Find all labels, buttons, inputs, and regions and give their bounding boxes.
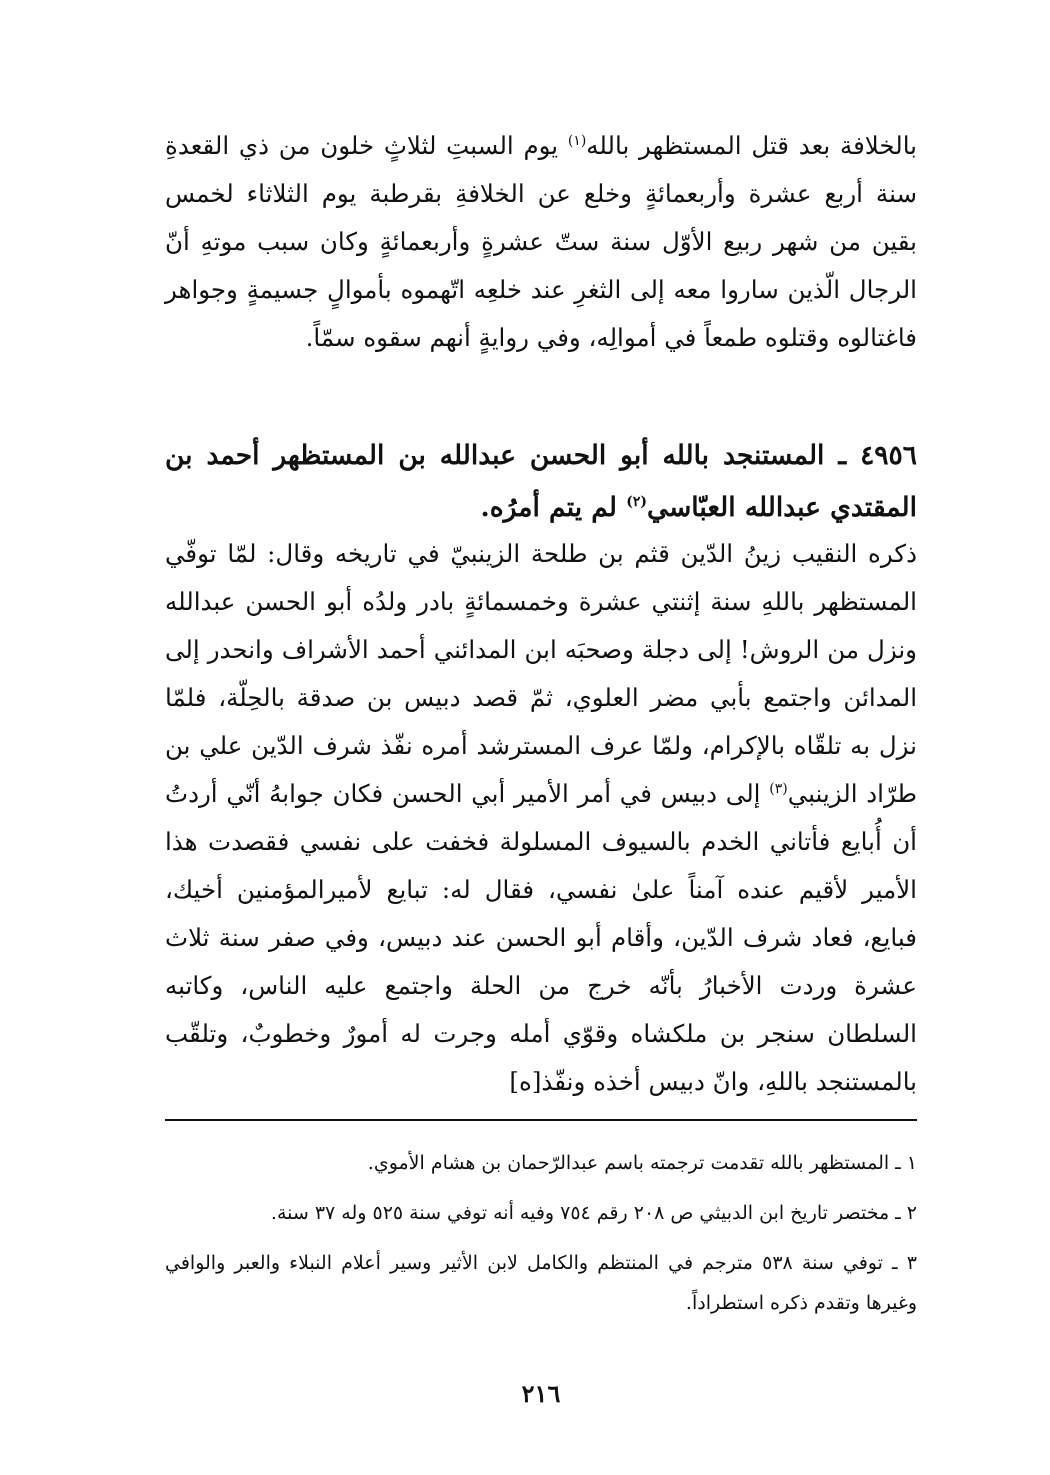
footnote-ref-1: (١) — [567, 132, 587, 149]
paragraph1-text-end: يوم السبتِ لثلاثٍ خلون من ذي القعدةِ سنة أربع عشرة وأربعمائةٍ وخلع عن الخلافةِ بقرطبة يوم الثلاثاء لخمس بقين من شهر ربيع الأوّل سنة ستّ عشرةٍ وأربعمائةٍ وكان سبب موتهِ أنّ الرجال الّذين ساروا معه إلى الثغرِ عند خلعِه اتّهموه بأموالٍ جسيمةٍ وجواهر فاغتالوه وقتلوه طمعاً في أموالِه، وفي روايةٍ أنهم سقوه سمّاً. — [165, 131, 917, 352]
page-number: ٢١٦ — [521, 1379, 561, 1408]
entry-heading — [165, 430, 917, 534]
intro-paragraph — [165, 122, 917, 362]
footnote-divider — [165, 1119, 917, 1121]
book-page — [165, 0, 917, 1475]
footnote-1: ١ ـ المستظهر بالله تقدمت ترجمته باسم عبدالرّحمان بن هشام الأموي. — [367, 1152, 917, 1174]
footnote-2: ٢ ـ مختصر تاريخ ابن الدبيثي ص ٢٠٨ رقم ٧٥٤ وفيه أنه توفي سنة ٥٢٥ وله ٣٧ سنة. — [270, 1202, 917, 1224]
footnote-ref-3: (٣) — [769, 780, 788, 797]
footnotes-section — [165, 1143, 917, 1333]
entry-heading-suffix: لم يتم أمرُه. — [480, 492, 627, 523]
footnote-3: ٣ ـ توفي سنة ٥٣٨ مترجم في المنتظم والكامل لابن الأثير وسير أعلام النبلاء والعبر والوافي وغيرها وتقدم ذكره استطراداً. — [165, 1252, 917, 1314]
entry-body-paragraph — [165, 530, 917, 1106]
paragraph2-text-end: إلى دبيس في أمر الأمير أبي الحسن فكان جوابهُ أنّي أردتُ أن أُبايع فأتاني الخدم بالسيوف المسلولة فخفت على نفسي فقصدت هذا الأمير لأقيم عنده آمناً علىٰ نفسي، فقال له: تبايع لأميرالمؤمنين أخيك، فبايع، فعاد شرف الدّين، وأقام أبو الحسن عند دبيس، وفي صفر سنة ثلاث عشرة وردت الأخبارُ بأنّه خرج من الحلة واجتمع عليه الناس، وكاتبه السلطان سنجر بن ملكشاه وقوّي أمله وجرت له أمورٌ وخطوبٌ، وتلقّب بالمستنجد باللهِ، وانّ دبيس أخذه ونفّذ[ه] — [165, 779, 917, 1096]
paragraph2-text-start: ذكره النقيب زينُ الدّين قثم بن طلحة الزينبيّ في تاريخه وقال: لمّا توفّي المستظهر باللهِ سنة إثنتي عشرة وخمسمائةٍ بادر ولدُه أبو الحسن عبدالله ونزل من الروش! إلى دجلة وصحبَه ابن المدائني أحمد الأشراف وانحدر إلى المدائن واجتمع بأبي مضر العلوي، ثمّ قصد دبيس بن صدقة بالحِلّة، فلمّا نزل به تلقّاه بالإكرام، ولمّا عرف المسترشد أمره نفّذ شرف الدّين علي بن طرّاد الزينبي — [165, 539, 918, 808]
paragraph1-text-start: بالخلافة بعد قتل المستظهر بالله — [586, 131, 917, 160]
footnote-ref-2: (٢) — [626, 494, 648, 511]
entry-heading-text: ٤٩٥٦ ـ المستنجد بالله أبو الحسن عبدالله بن المستظهر أحمد بن المقتدي عبدالله العبّاسي — [165, 440, 917, 523]
